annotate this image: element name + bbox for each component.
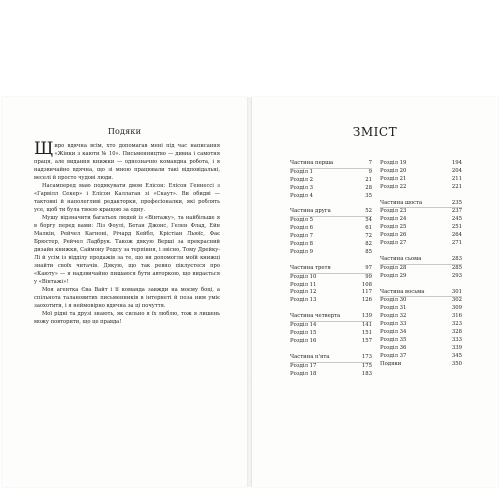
toc-entry-label: Розділ 29 (380, 272, 407, 279)
toc-entry-label: Розділ 7 (290, 233, 314, 240)
toc-chapter-entry (380, 160, 462, 168)
toc-entry-label: Розділ 35 (380, 336, 407, 343)
toc-entry-label: Розділ 25 (380, 224, 407, 231)
toc-entry-label: Подяки (380, 360, 402, 367)
toc-chapter-entry (380, 176, 462, 184)
toc-entry-page: 345 (451, 352, 462, 359)
toc-chapter-entry (290, 185, 372, 193)
toc-entry-label: Розділ 14 (290, 322, 317, 329)
toc-part-entry (290, 354, 372, 363)
toc-entry-page: 126 (361, 297, 372, 304)
toc-chapter-entry (380, 361, 462, 369)
toc-entry-label: Розділ 4 (290, 192, 314, 199)
toc-entry-page: 264 (451, 232, 462, 239)
toc-entry-page: 316 (451, 313, 462, 320)
toc-chapter-entry (290, 330, 372, 338)
toc-chapter-entry (290, 338, 372, 346)
toc-entry-page: 194 (451, 160, 462, 166)
toc-chapter-entry (290, 289, 372, 297)
toc-entry-page: 35 (365, 192, 372, 199)
toc-entry-page: 221 (451, 183, 462, 190)
toc-entry-label: Розділ 28 (380, 264, 407, 271)
toc-chapter-entry (380, 232, 462, 240)
toc-chapter-entry (380, 329, 462, 337)
toc-entry-page: 350 (451, 360, 462, 367)
toc-entry-page: 173 (361, 353, 372, 360)
toc-chapter-entry (380, 240, 462, 248)
toc-chapter-entry (290, 233, 372, 241)
toc-entry-label: Розділ 23 (380, 208, 407, 215)
toc-entry-page: 117 (361, 289, 372, 296)
toc-entry-page: 323 (451, 321, 462, 328)
toc-entry-label: Частина сьома (380, 255, 422, 262)
toc-chapter-entry (380, 321, 462, 329)
toc-chapter-entry (380, 305, 462, 313)
toc-part-entry (380, 200, 462, 209)
toc-entry-label: Розділ 8 (290, 241, 314, 248)
toc-entry-label: Розділ 22 (380, 183, 407, 190)
toc-part-entry (380, 256, 462, 265)
toc-entry-page: 271 (451, 240, 462, 247)
toc-entry-page: 28 (365, 184, 372, 191)
toc-chapter-entry (290, 241, 372, 249)
toc-column-left (290, 160, 372, 378)
toc-entry-label: Розділ 11 (290, 281, 317, 288)
toc-entry-page: 61 (365, 225, 372, 232)
drop-cap: Щ (34, 139, 54, 159)
toc-entry-page: 9 (368, 168, 372, 175)
toc-entry-page: 309 (451, 305, 462, 312)
toc-chapter-entry (380, 353, 462, 361)
toc-entry-page: 85 (365, 248, 372, 255)
toc-entry-label: Розділ 3 (290, 184, 314, 191)
toc-chapter-entry (380, 208, 462, 216)
ack-paragraph: Мої рідні та друзі знають, як сильно я їх люблю, тож я лишень можу повторити, що це правда! (34, 311, 220, 325)
toc-entry-page: 245 (451, 216, 462, 223)
toc-entry-page: 141 (361, 322, 372, 329)
toc-part-entry (290, 265, 372, 274)
ack-paragraph (34, 139, 220, 182)
toc-entry-label: Розділ 21 (380, 175, 407, 182)
toc-entry-page: 108 (361, 281, 372, 288)
contents-title: ЗМІСТ (352, 125, 398, 139)
acknowledgments-body (34, 139, 220, 326)
contents-page (252, 97, 498, 487)
toc-entry-label: Розділ 19 (380, 160, 407, 166)
toc-entry-page: 339 (451, 344, 462, 351)
toc-entry-label: Розділ 31 (380, 305, 407, 312)
toc-entry-label: Частина п'ята (290, 353, 330, 360)
toc-entry-label: Розділ 37 (380, 352, 407, 359)
toc-chapter-entry (380, 297, 462, 305)
toc-entry-page: 293 (451, 272, 462, 279)
toc-entry-label: Частина четверта (290, 313, 341, 320)
toc-entry-page: 151 (361, 330, 372, 337)
toc-entry-label: Розділ 20 (380, 167, 407, 174)
toc-entry-page: 21 (365, 176, 372, 183)
toc-entry-page: 52 (365, 208, 372, 215)
toc-entry-page: 204 (451, 167, 462, 174)
acknowledgments-page (2, 97, 247, 487)
toc-part-entry (380, 289, 462, 298)
toc-chapter-entry (290, 225, 372, 233)
toc-entry-label: Розділ 10 (290, 273, 317, 280)
toc-entry-label: Розділ 34 (380, 329, 407, 336)
toc-entry-page: 175 (361, 362, 372, 369)
toc-entry-page: 285 (451, 264, 462, 271)
toc-entry-page: 328 (451, 329, 462, 336)
toc-entry-page: 99 (365, 273, 372, 280)
toc-entry-label: Розділ 2 (290, 176, 314, 183)
ack-paragraph: Мушу відзначити багатьох людей із «Вінтажу», та найбільше я в боргу перед вами: Ліз Фоулі, Бетан Джонс, Гелен Флад, Ейн Малкін, Рейчел Кагноні, Річард Кейбл, Крістіан Льюїс, Фає Брюстер, Рейчел Ладбрук. Також дякую Верші за прекрасний дизайн книжки, Саймону Родсу за терпіння, і звісно, Тому Дрейку-Лі й усім із відділу продажів за те, що ви допомогли моїй книжці знайти своїх читачів. Дякую, що так ревно піклуєтеся про «Каюту» — я надзвичайно пишаюся бути авторкою, що видається у «Вінтажі»! (34, 215, 220, 285)
toc-entry-label: Розділ 5 (290, 217, 314, 224)
toc-entry-label: Розділ 32 (380, 313, 407, 320)
toc-chapter-entry (380, 345, 462, 353)
toc-entry-page: 72 (365, 233, 372, 240)
toc-chapter-entry (290, 282, 372, 290)
toc-entry-page: 211 (451, 175, 462, 182)
toc-chapter-entry (380, 337, 462, 345)
toc-entry-page: 301 (451, 288, 462, 295)
toc-entry-label: Розділ 26 (380, 232, 407, 239)
toc-entry-page: 283 (451, 255, 462, 262)
toc-entry-label: Частина восьма (380, 288, 425, 295)
toc-entry-label: Розділ 1 (290, 168, 314, 175)
toc-entry-page: 97 (365, 264, 372, 271)
toc-chapter-entry (290, 249, 372, 257)
toc-entry-page: 251 (451, 224, 462, 231)
toc-entry-page: 235 (451, 199, 462, 206)
toc-entry-label: Розділ 17 (290, 362, 317, 369)
toc-entry-label: Частина перша (290, 160, 334, 166)
toc-entry-page: 139 (361, 313, 372, 320)
toc-part-entry (290, 160, 372, 169)
ack-paragraph-text: иро вдячна всім, хто допомагав мені під час написання «Жінки з каюти № 10». Письменництво — дивна і самотня праця, але видання книжки — однозначно командна робота, і я надзвичайно вдячна, що зі мною працювали такі відповідальні, веселі й просто чудові люди. (34, 143, 220, 181)
toc-chapter-entry (380, 224, 462, 232)
toc-part-entry (290, 313, 372, 322)
toc-entry-label: Розділ 9 (290, 248, 314, 255)
toc-entry-page: 82 (365, 241, 372, 248)
toc-entry-label: Розділ 30 (380, 297, 407, 304)
toc-column-right (380, 160, 462, 368)
ack-paragraph: Насамперед маю подякувати двом Елісон: Елісон Геннессі з «Гарвілл Секер» і Елісон Каллаган зі «Скаут». Ви обидві — тактовні й наполегливі редакторки, професіоналки, які роблять усе, щоб ти була твоєю кращою за одну. (34, 183, 220, 213)
toc-chapter-entry (290, 217, 372, 225)
toc-chapter-entry (290, 193, 372, 201)
toc-entry-label: Розділ 36 (380, 344, 407, 351)
toc-entry-label: Розділ 18 (290, 370, 317, 377)
toc-chapter-entry (380, 216, 462, 224)
toc-entry-label: Розділ 33 (380, 321, 407, 328)
acknowledgments-title: Подяки (107, 127, 142, 136)
toc-entry-label: Розділ 15 (290, 330, 317, 337)
toc-entry-page: 237 (451, 208, 462, 215)
toc-entry-label: Розділ 12 (290, 289, 317, 296)
toc-entry-label: Розділ 16 (290, 337, 317, 344)
toc-chapter-entry (290, 177, 372, 185)
toc-chapter-entry (380, 313, 462, 321)
toc-chapter-entry (380, 168, 462, 176)
toc-chapter-entry (290, 363, 372, 371)
toc-chapter-entry (380, 273, 462, 281)
toc-entry-label: Розділ 6 (290, 225, 314, 232)
toc-entry-page: 333 (451, 336, 462, 343)
toc-chapter-entry (290, 371, 372, 379)
toc-entry-label: Частина третя (290, 264, 331, 271)
toc-chapter-entry (290, 297, 372, 305)
toc-entry-label: Частина шоста (380, 199, 423, 206)
toc-entry-page: 302 (451, 297, 462, 304)
toc-entry-label: Частина друга (290, 208, 331, 215)
toc-chapter-entry (380, 265, 462, 273)
toc-entry-label: Розділ 13 (290, 297, 317, 304)
ack-paragraph: Моя агентка Єва Вайт і її команда завжди на моєму боці, а спільнота талановитих письменників в інтернеті й поза ним уміє заохотити, і я неймовірно вдячна за ці почуття. (34, 287, 220, 309)
toc-entry-page: 157 (361, 337, 372, 344)
toc-chapter-entry (380, 184, 462, 192)
toc-entry-page: 183 (361, 370, 372, 377)
toc-entry-label: Розділ 24 (380, 216, 407, 223)
toc-part-entry (290, 208, 372, 217)
toc-entry-page: 7 (368, 160, 372, 166)
toc-chapter-entry (290, 274, 372, 282)
toc-entry-page: 54 (365, 217, 372, 224)
toc-entry-label: Розділ 27 (380, 240, 407, 247)
toc-chapter-entry (290, 169, 372, 177)
toc-chapter-entry (290, 322, 372, 330)
